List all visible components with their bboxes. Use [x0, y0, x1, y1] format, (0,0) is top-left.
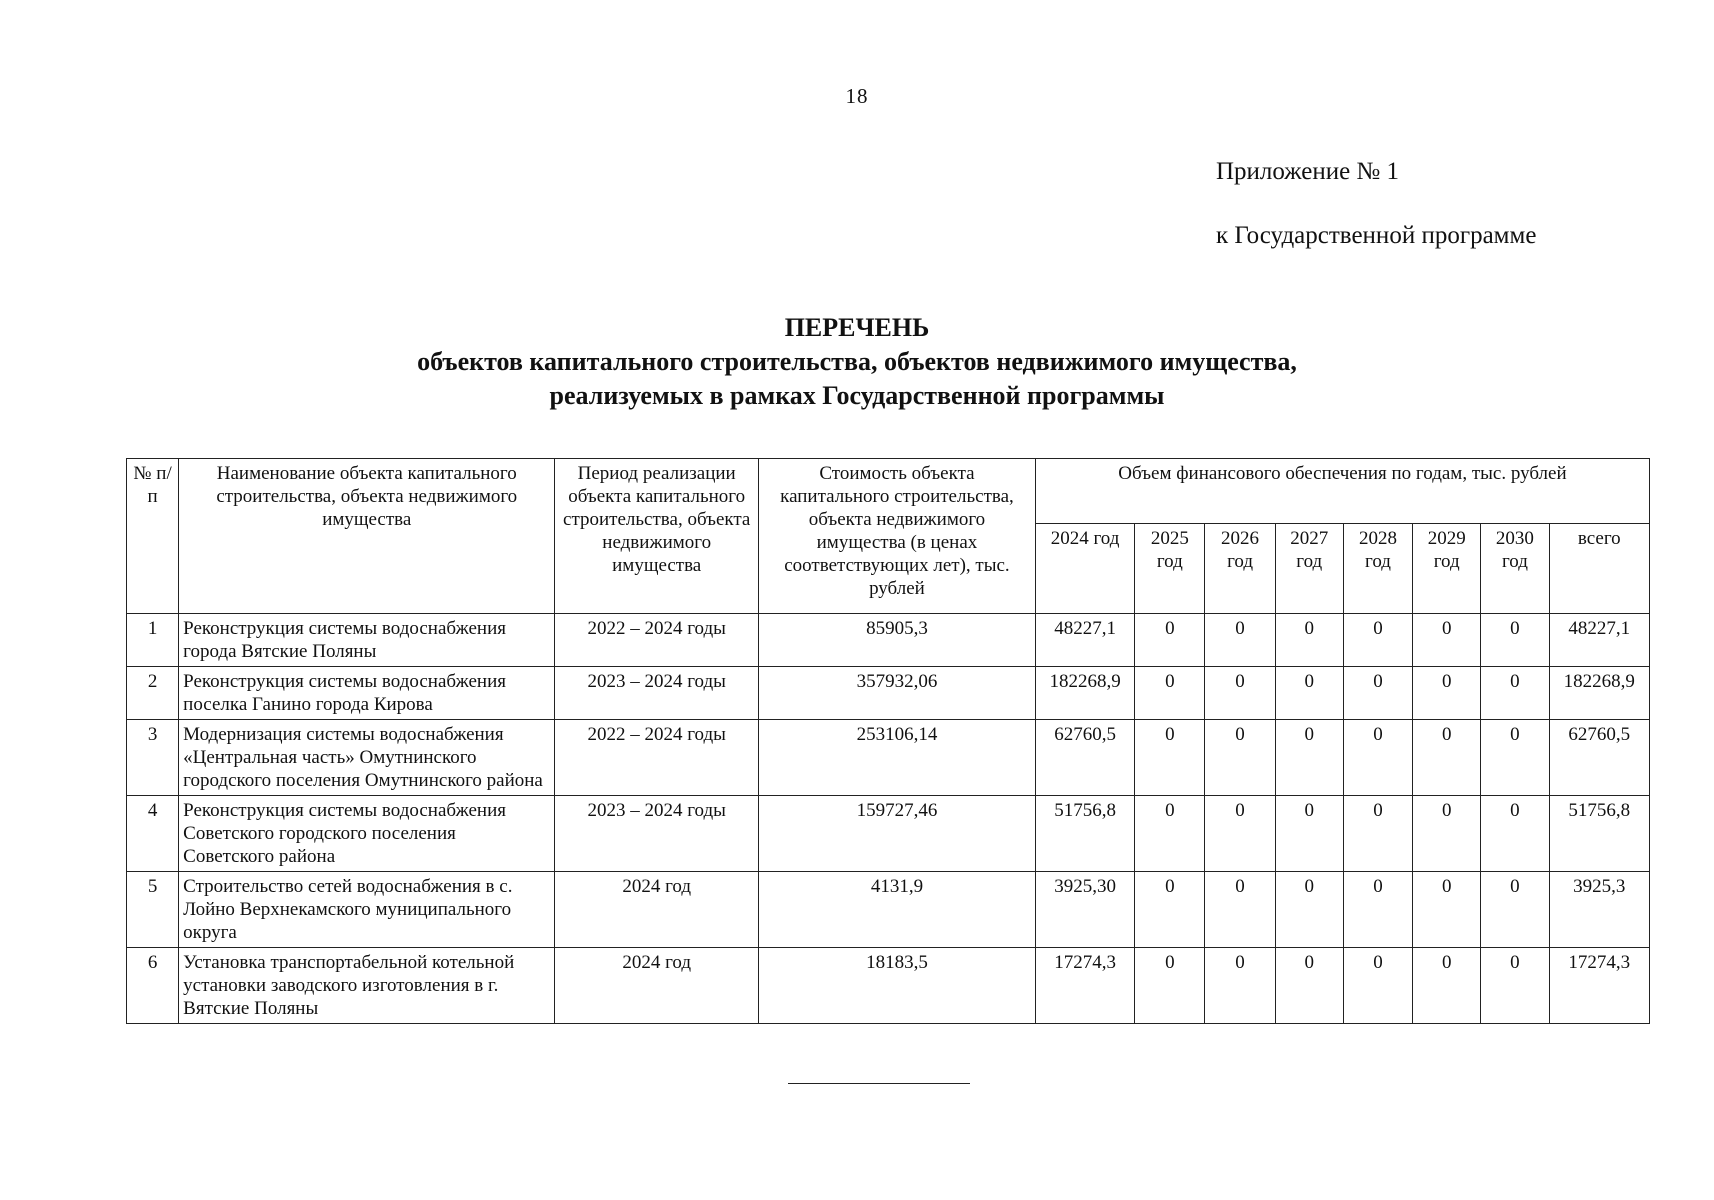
row-year-value: 0: [1135, 948, 1205, 1024]
row-year-value: 0: [1135, 667, 1205, 720]
header-year: 2030 год: [1481, 524, 1549, 614]
row-year-value: 0: [1481, 872, 1549, 948]
row-year-value: 0: [1205, 948, 1275, 1024]
appendix-reference: к Государственной программе: [1216, 222, 1537, 249]
row-year-value: 0: [1343, 614, 1412, 667]
row-year-value: 182268,9: [1035, 667, 1134, 720]
row-period: 2022 – 2024 годы: [555, 720, 759, 796]
header-total: всего: [1549, 524, 1649, 614]
row-period: 2023 – 2024 годы: [555, 667, 759, 720]
header-year: 2024 год: [1035, 524, 1134, 614]
header-year: 2025 год: [1135, 524, 1205, 614]
row-total: 48227,1: [1549, 614, 1649, 667]
table-row: [127, 614, 1650, 667]
row-year-value: 0: [1481, 720, 1549, 796]
row-year-value: 0: [1413, 614, 1481, 667]
header-year: 2028 год: [1343, 524, 1412, 614]
row-year-value: 51756,8: [1035, 796, 1134, 872]
row-year-value: 0: [1413, 796, 1481, 872]
row-year-value: 0: [1275, 614, 1343, 667]
row-name: Реконструкция системы водоснабжения поселка Ганино города Кирова: [179, 667, 555, 720]
header-name: Наименование объекта капитального строительства, объекта недвижимого имущества: [179, 459, 555, 614]
row-year-value: 0: [1343, 796, 1412, 872]
row-num: 4: [127, 796, 179, 872]
row-year-value: 0: [1413, 872, 1481, 948]
row-year-value: 0: [1275, 872, 1343, 948]
row-year-value: 0: [1481, 667, 1549, 720]
row-year-value: 0: [1413, 948, 1481, 1024]
row-year-value: 0: [1205, 720, 1275, 796]
row-total: 51756,8: [1549, 796, 1649, 872]
row-name: Реконструкция системы водоснабжения Советского городского поселения Советского района: [179, 796, 555, 872]
row-name: Строительство сетей водоснабжения в с. Лойно Верхнекамского муниципального округа: [179, 872, 555, 948]
document-subtitle-line-1: объектов капитального строительства, объектов недвижимого имущества,: [417, 347, 1297, 376]
row-name: Реконструкция системы водоснабжения города Вятские Поляны: [179, 614, 555, 667]
row-period: 2023 – 2024 годы: [555, 796, 759, 872]
row-year-value: 0: [1205, 796, 1275, 872]
page-number: 18: [845, 84, 869, 108]
header-year: 2026 год: [1205, 524, 1275, 614]
document-subtitle-line-2: реализуемых в рамках Государственной программы: [549, 381, 1165, 410]
row-year-value: 48227,1: [1035, 614, 1134, 667]
row-num: 1: [127, 614, 179, 667]
row-total: 3925,3: [1549, 872, 1649, 948]
header-year: 2029 год: [1413, 524, 1481, 614]
row-year-value: 0: [1481, 796, 1549, 872]
row-year-value: 0: [1275, 667, 1343, 720]
row-year-value: 0: [1343, 667, 1412, 720]
table-row: [127, 872, 1650, 948]
row-total: 17274,3: [1549, 948, 1649, 1024]
row-cost: 4131,9: [759, 872, 1036, 948]
row-year-value: 0: [1413, 720, 1481, 796]
row-total: 182268,9: [1549, 667, 1649, 720]
row-year-value: 62760,5: [1035, 720, 1134, 796]
table-row: [127, 796, 1650, 872]
row-year-value: 0: [1205, 872, 1275, 948]
row-year-value: 3925,30: [1035, 872, 1134, 948]
row-year-value: 17274,3: [1035, 948, 1134, 1024]
row-year-value: 0: [1205, 667, 1275, 720]
row-year-value: 0: [1275, 720, 1343, 796]
row-year-value: 0: [1481, 614, 1549, 667]
row-name: Установка транспортабельной котельной установки заводского изготовления в г. Вятские Поляны: [179, 948, 555, 1024]
row-cost: 159727,46: [759, 796, 1036, 872]
row-year-value: 0: [1135, 796, 1205, 872]
row-num: 6: [127, 948, 179, 1024]
header-year: 2027 год: [1275, 524, 1343, 614]
appendix-label: Приложение № 1: [1216, 158, 1400, 185]
row-period: 2022 – 2024 годы: [555, 614, 759, 667]
row-cost: 18183,5: [759, 948, 1036, 1024]
header-period: Период реализации объекта капитального строительства, объекта недвижимого имущества: [555, 459, 759, 614]
row-name: Модернизация системы водоснабжения «Центральная часть» Омутнинского городского поселения Омутнинского района: [179, 720, 555, 796]
row-year-value: 0: [1205, 614, 1275, 667]
header-num: № п/п: [127, 459, 179, 614]
row-year-value: 0: [1275, 948, 1343, 1024]
row-period: 2024 год: [555, 948, 759, 1024]
row-cost: 253106,14: [759, 720, 1036, 796]
table-row: [127, 720, 1650, 796]
row-year-value: 0: [1135, 614, 1205, 667]
header-funding: Объем финансового обеспечения по годам, тыс. рублей: [1035, 459, 1649, 524]
row-num: 2: [127, 667, 179, 720]
row-year-value: 0: [1343, 720, 1412, 796]
row-total: 62760,5: [1549, 720, 1649, 796]
table-row: [127, 667, 1650, 720]
row-year-value: 0: [1343, 872, 1412, 948]
document-title: ПЕРЕЧЕНЬ: [784, 313, 930, 342]
row-year-value: 0: [1135, 872, 1205, 948]
objects-table: [126, 458, 1650, 1024]
row-cost: 357932,06: [759, 667, 1036, 720]
row-year-value: 0: [1275, 796, 1343, 872]
header-cost: Стоимость объекта капитального строительства, объекта недвижимого имущества (в ценах соответствующих лет), тыс. рублей: [759, 459, 1036, 614]
end-divider: [788, 1083, 970, 1084]
row-num: 3: [127, 720, 179, 796]
table-row: [127, 948, 1650, 1024]
row-year-value: 0: [1135, 720, 1205, 796]
row-period: 2024 год: [555, 872, 759, 948]
row-num: 5: [127, 872, 179, 948]
row-cost: 85905,3: [759, 614, 1036, 667]
row-year-value: 0: [1481, 948, 1549, 1024]
row-year-value: 0: [1343, 948, 1412, 1024]
row-year-value: 0: [1413, 667, 1481, 720]
